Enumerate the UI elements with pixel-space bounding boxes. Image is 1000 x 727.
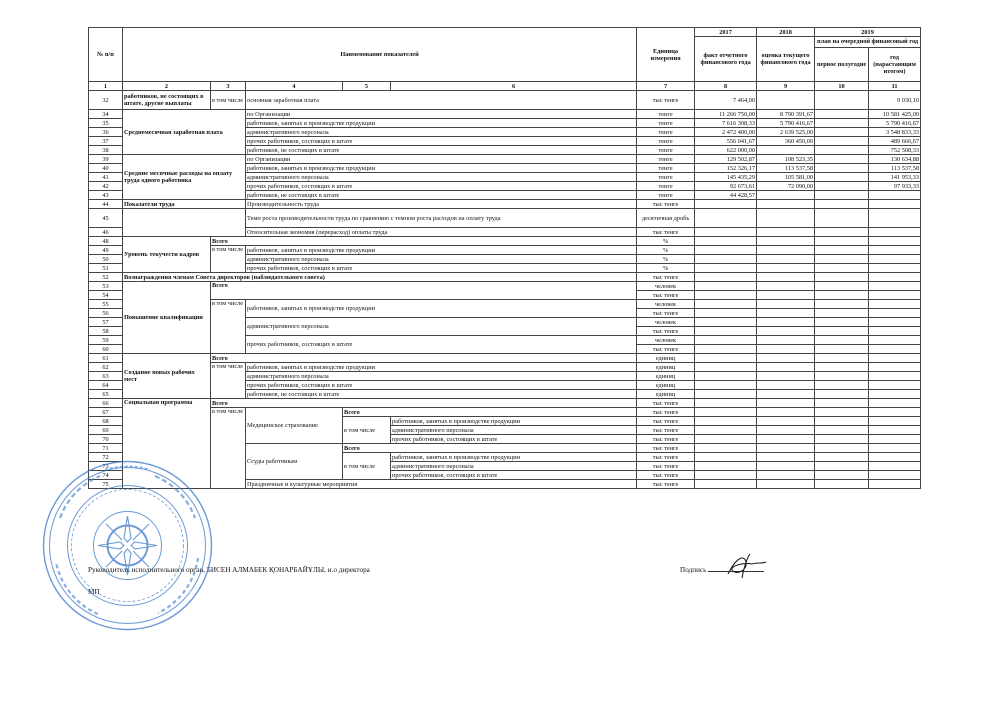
row-unit: % [637, 237, 695, 246]
table-row [89, 110, 921, 119]
colnum: 8 [695, 82, 757, 91]
row-group-label: работников, не состоящих в штате, другие выплаты [123, 91, 211, 110]
table-header [89, 28, 921, 91]
row-number: 60 [89, 345, 123, 354]
row-half-value [815, 91, 869, 110]
table-row [89, 408, 921, 417]
row-estimate-value: 105 581,00 [757, 173, 815, 182]
row-unit: тенге [637, 164, 695, 173]
row-label: прочих работников, состоящих в штате [246, 182, 637, 191]
director-line: Руководитель исполнительного орган, БИСЕН АЛМАБЕК ҚОНАРБАЙҰЛЫ, и.о директора [88, 566, 370, 574]
column-number-row [89, 82, 921, 91]
row-unit: тыс тенге [637, 426, 695, 435]
row-number: 39 [89, 155, 123, 164]
row-unit: единиц [637, 372, 695, 381]
row-label: прочих работников, состоящих в штате [391, 435, 637, 444]
seal-place-label: МП [88, 588, 100, 596]
table-row [89, 363, 921, 372]
table-row [89, 399, 921, 408]
year-2017-header: 2017 [695, 28, 757, 37]
row-unit: тенге [637, 155, 695, 164]
colnum: 2 [123, 82, 211, 91]
row-unit: % [637, 255, 695, 264]
row-estimate-value [757, 146, 815, 155]
row-fact-value: 145 435,29 [695, 173, 757, 182]
row-year-value [869, 191, 921, 200]
row-label: работников, занятых в производстве продукции [391, 453, 637, 462]
row-year-value: 113 537,58 [869, 164, 921, 173]
row-number: 51 [89, 264, 123, 273]
row-label: прочих работников, состоящих в штате [246, 264, 637, 273]
row-label: работников, не состоящих в штате [246, 191, 637, 200]
row-unit: тенге [637, 128, 695, 137]
row-label: Всего [343, 444, 637, 453]
row-label: Вознаграждения членам Совета директоров (наблюдательного совета) [123, 273, 637, 282]
row-unit: тыс тенге [637, 345, 695, 354]
row-number: 62 [89, 363, 123, 372]
row-number: 58 [89, 327, 123, 336]
row-unit: единиц [637, 354, 695, 363]
row-unit: % [637, 246, 695, 255]
row-label: по Организации [246, 155, 637, 164]
row-sub-label: в том числе [343, 417, 391, 444]
row-label: прочих работников, состоящих в штате [246, 137, 637, 146]
row-estimate-value: 113 537,58 [757, 164, 815, 173]
row-label: административного персонала [246, 173, 637, 182]
col-unit-header: Единица измерения [637, 28, 695, 82]
row-label: административного персонала [246, 255, 637, 264]
table-row [89, 246, 921, 255]
row-half-value [815, 146, 869, 155]
row-half-value [815, 182, 869, 191]
row-unit: тыс тенге [637, 273, 695, 282]
row-number: 73 [89, 462, 123, 471]
colnum: 4 [246, 82, 343, 91]
table-row [89, 282, 921, 291]
row-label: прочих работников, состоящих в штате [246, 336, 637, 354]
colnum: 1 [89, 82, 123, 91]
row-unit: человек [637, 336, 695, 345]
row-number: 53 [89, 282, 123, 291]
row-unit: % [637, 264, 695, 273]
row-number: 45 [89, 209, 123, 228]
row-estimate-value: 2 639 525,00 [757, 128, 815, 137]
colnum: 6 [391, 82, 637, 91]
fact-header: факт отчетного финансового года [695, 37, 757, 82]
row-unit: тыс тенге [637, 480, 695, 489]
row-year-value: 141 953,33 [869, 173, 921, 182]
row-unit: тыс тенге [637, 471, 695, 480]
row-number: 65 [89, 390, 123, 399]
row-fact-value: 44 428,57 [695, 191, 757, 200]
row-group-label: Создание новых рабочих мест [123, 354, 211, 399]
row-unit: тыс тенге [637, 91, 695, 110]
row-half-value [815, 137, 869, 146]
row-label: работников, занятых в производстве продукции [391, 417, 637, 426]
row-unit: тенге [637, 146, 695, 155]
row-half-value [815, 173, 869, 182]
colnum: 11 [869, 82, 921, 91]
row-label: работников, не состоящих в штате [246, 146, 637, 155]
row-unit: тенге [637, 137, 695, 146]
row-unit: тенге [637, 110, 695, 119]
estimate-header: оценка текущего финансового года [757, 37, 815, 82]
row-number: 69 [89, 426, 123, 435]
row-label: основная заработная плата [246, 91, 637, 110]
row-year-value: 5 790 416,67 [869, 119, 921, 128]
row-label: Производительность труда [246, 200, 637, 209]
row-number: 43 [89, 191, 123, 200]
row-label: Относительная экономия (перерасход) оплаты труда [246, 228, 637, 237]
table-row [89, 209, 921, 228]
row-number: 50 [89, 255, 123, 264]
row-label: Всего [211, 282, 637, 300]
row-unit: тенге [637, 191, 695, 200]
row-label: работников, занятых в производстве продукции [246, 164, 637, 173]
row-number: 46 [89, 228, 123, 237]
signature-label: Подпись [680, 566, 707, 574]
row-number: 66 [89, 399, 123, 408]
row-label: Всего [211, 399, 637, 408]
row-unit: тенге [637, 173, 695, 182]
colnum: 10 [815, 82, 869, 91]
row-unit: единиц [637, 363, 695, 372]
col-num-header: № п/п [89, 28, 123, 82]
colnum: 9 [757, 82, 815, 91]
row-estimate-value: 108 523,35 [757, 155, 815, 164]
row-unit: тыс тенге [637, 291, 695, 300]
table-row [89, 300, 921, 309]
row-label: Всего [211, 354, 637, 363]
colnum: 5 [343, 82, 391, 91]
row-label: административного персонала [246, 128, 637, 137]
row-unit: единиц [637, 381, 695, 390]
row-number: 74 [89, 471, 123, 480]
table-row [89, 91, 921, 110]
row-number: 35 [89, 119, 123, 128]
row-unit: тыс тенге [637, 462, 695, 471]
row-number: 44 [89, 200, 123, 209]
row-number: 63 [89, 372, 123, 381]
row-number: 67 [89, 408, 123, 417]
row-estimate-value [757, 191, 815, 200]
row-unit: тыс тенге [637, 228, 695, 237]
row-year-value: 3 548 833,33 [869, 128, 921, 137]
row-year-value: 130 634,88 [869, 155, 921, 164]
row-number: 75 [89, 480, 123, 489]
table-row [89, 354, 921, 363]
row-year-value: 489 666,67 [869, 137, 921, 146]
row-number: 38 [89, 146, 123, 155]
year-2019-header: 2019 [815, 28, 921, 37]
colnum: 3 [211, 82, 246, 91]
row-unit: тыс тенге [637, 417, 695, 426]
row-unit: тыс тенге [637, 327, 695, 336]
row-label: административного персонала [246, 372, 637, 381]
row-label: Праздничные и культурные мероприятия [246, 480, 637, 489]
row-sub-label: в том числе [211, 363, 246, 399]
row-fact-value: 92 673,61 [695, 182, 757, 191]
handwritten-signature-icon [722, 552, 768, 582]
table-row [89, 273, 921, 282]
row-unit: тыс тенге [637, 408, 695, 417]
row-number: 57 [89, 318, 123, 327]
row-number: 52 [89, 273, 123, 282]
full-year-header: год (нарастающим итогом) [869, 47, 921, 81]
row-label: административного персонала [391, 426, 637, 435]
row-unit: человек [637, 282, 695, 291]
row-number: 42 [89, 182, 123, 191]
row-fact-value: 152 326,17 [695, 164, 757, 173]
row-fact-value: 556 041,67 [695, 137, 757, 146]
row-unit: тыс тенге [637, 435, 695, 444]
row-unit: человек [637, 318, 695, 327]
row-number: 34 [89, 110, 123, 119]
row-half-value [815, 191, 869, 200]
row-year-value: 10 581 425,00 [869, 110, 921, 119]
row-number: 68 [89, 417, 123, 426]
row-unit: человек [637, 300, 695, 309]
row-year-value: 9 030,10 [869, 91, 921, 110]
row-estimate-value: 5 790 416,67 [757, 119, 815, 128]
row-fact-value: 129 502,87 [695, 155, 757, 164]
row-label: работников, занятых в производстве продукции [246, 300, 637, 318]
row-label: по Организации [246, 110, 637, 119]
row-fact-value: 2 472 400,00 [695, 128, 757, 137]
report-table-sheet [88, 27, 920, 489]
row-number: 64 [89, 381, 123, 390]
row-group-label: Социальная программа [123, 399, 211, 489]
row-group-label: Средние месячные расходы на оплату труда одного работника [123, 155, 246, 200]
row-label: прочих работников, состоящих в штате [391, 471, 637, 480]
half-year-header: первое полугодие [815, 47, 869, 81]
row-unit: тыс тенге [637, 200, 695, 209]
row-unit: тенге [637, 119, 695, 128]
row-category-label: Медицинское страхование [246, 408, 343, 444]
row-number: 55 [89, 300, 123, 309]
plan-header: план на очередной финансовый год [815, 37, 921, 48]
row-unit: тыс тенге [637, 444, 695, 453]
row-label: Всего [343, 408, 637, 417]
row-label: административного персонала [246, 318, 637, 336]
row-number: 54 [89, 291, 123, 300]
row-number: 32 [89, 91, 123, 110]
row-number: 37 [89, 137, 123, 146]
row-number: 71 [89, 444, 123, 453]
row-label: прочих работников, состоящих в штате [246, 381, 637, 390]
row-category-label: Ссуды работникам [246, 444, 343, 480]
row-estimate-value: 360 450,00 [757, 137, 815, 146]
table-row [89, 237, 921, 246]
row-group-label: Повышение квалификации [123, 282, 211, 354]
row-half-value [815, 110, 869, 119]
row-fact-value: 7 464,00 [695, 91, 757, 110]
row-label: работников, занятых в производстве продукции [246, 119, 637, 128]
row-half-value [815, 164, 869, 173]
row-label: Всего [211, 237, 637, 246]
row-number: 40 [89, 164, 123, 173]
row-fact-value: 622 000,00 [695, 146, 757, 155]
row-year-value: 752 508,33 [869, 146, 921, 155]
row-number: 72 [89, 453, 123, 462]
row-fact-value: 11 266 750,00 [695, 110, 757, 119]
row-number: 49 [89, 246, 123, 255]
row-half-value [815, 155, 869, 164]
row-group-label: Среднемесячная заработная плата [123, 110, 246, 155]
row-number: 61 [89, 354, 123, 363]
year-2018-header: 2018 [757, 28, 815, 37]
row-unit: тыс тенге [637, 453, 695, 462]
row-number: 59 [89, 336, 123, 345]
official-seal-stamp-icon [40, 458, 215, 633]
col-name-header: Наименование показателей [123, 28, 637, 82]
financial-indicators-table [88, 27, 921, 489]
row-sub-label: в том числе [211, 408, 246, 489]
row-label: работников, не состоящих в штате [246, 390, 637, 399]
row-label: работников, занятых в производстве продукции [246, 246, 637, 255]
row-number: 36 [89, 128, 123, 137]
row-unit: единиц [637, 390, 695, 399]
row-unit: тыс тенге [637, 399, 695, 408]
row-fact-value: 7 616 308,33 [695, 119, 757, 128]
row-year-value: 97 933,33 [869, 182, 921, 191]
row-estimate-value [757, 91, 815, 110]
row-unit: тенге [637, 182, 695, 191]
row-estimate-value: 8 790 391,67 [757, 110, 815, 119]
row-number: 48 [89, 237, 123, 246]
row-label: административного персонала [391, 462, 637, 471]
row-unit: десятичная дробь [637, 209, 695, 228]
row-number: 41 [89, 173, 123, 182]
colnum: 7 [637, 82, 695, 91]
row-unit: тыс тенге [637, 309, 695, 318]
table-row [89, 200, 921, 209]
row-estimate-value: 72 090,00 [757, 182, 815, 191]
row-half-value [815, 119, 869, 128]
row-group-label: Показатели труда [123, 200, 246, 209]
row-group-label: Уровень текучести кадров [123, 237, 211, 273]
row-number: 56 [89, 309, 123, 318]
table-row [89, 155, 921, 164]
row-label: Темп роста производительности труда по сравнению с темпом роста расходов на оплату труда [246, 209, 637, 228]
row-sub-label: в том числе [211, 91, 246, 110]
row-label: работников, занятых в производстве продукции [246, 363, 637, 372]
row-sub-label: в том числе [343, 453, 391, 480]
row-half-value [815, 128, 869, 137]
row-sub-label: в том числе [211, 300, 246, 354]
row-number: 70 [89, 435, 123, 444]
row-sub-label: в том числе [211, 246, 246, 273]
